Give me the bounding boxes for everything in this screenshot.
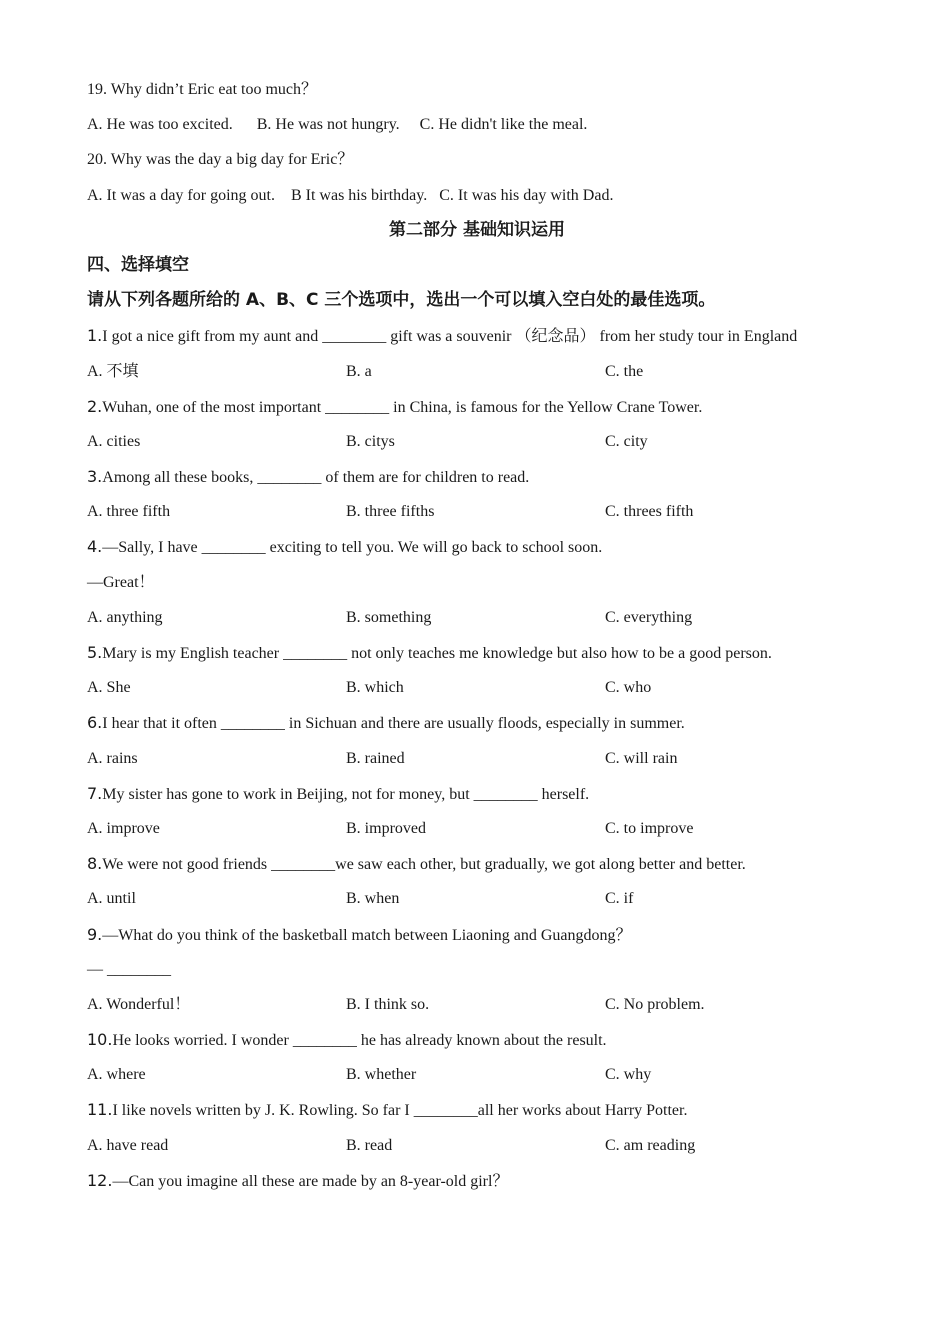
part-title: 第二部分 基础知识运用 (389, 219, 565, 240)
question-stem (87, 318, 867, 353)
question-stem (87, 776, 867, 811)
answer-options (87, 424, 867, 459)
question-list (87, 318, 867, 1198)
answer-option: B. which (346, 679, 404, 697)
answer-option: C. who (605, 679, 652, 697)
question-text: Among all these books, ________ of them are for children to read. (102, 469, 530, 487)
listening-q19: 19. Why didn’t Eric eat too much？ (87, 81, 318, 98)
listening-q19-options: A. He was too excited. B. He was not hungry. C. He didn't like the meal. (87, 116, 588, 134)
answer-options (87, 741, 867, 776)
answer-option: A. until (87, 890, 136, 908)
question-number: 5. (87, 643, 103, 662)
question-text: —Sally, I have ________ exciting to tell you. We will go back to school soon. (102, 539, 603, 557)
question-text: We were not good friends ________we saw each other, but gradually, we got along better and better. (102, 856, 746, 874)
answer-option: C. city (605, 432, 648, 450)
answer-option: C. everything (605, 608, 693, 626)
answer-option: A. have read (87, 1136, 169, 1154)
answer-option: B. rained (346, 749, 405, 767)
question-number: 7. (87, 783, 103, 803)
listening-q20-options: A. It was a day for going out. B It was his birthday. C. It was his day with Dad. (87, 186, 614, 204)
question-text: I like novels written by J. K. Rowling. So far I ________all her works about Harry Potter. (112, 1102, 688, 1120)
answer-option: C. am reading (605, 1136, 696, 1154)
question-number: 9. (87, 924, 103, 944)
question-stem (87, 1163, 867, 1198)
question-extra-line: —Great！ (87, 573, 155, 591)
question-stem (87, 635, 867, 670)
answer-option: B. when (346, 890, 400, 908)
question-stem (87, 705, 867, 740)
answer-option: C. to improve (605, 819, 694, 837)
question-stem (87, 529, 867, 564)
question-text: I got a nice gift from my aunt and ________ gift was a souvenir （纪念品） from her study tour in England (102, 328, 798, 346)
answer-options (87, 354, 867, 389)
section-title: 四、选择填空 (87, 254, 189, 275)
instruction: 请从下列各题所给的 A、B、C 三个选项中，选出一个可以填入空白处的最佳选项。 (87, 290, 716, 311)
question-number: 8. (87, 854, 103, 874)
question-text: I hear that it often ________ in Sichuan and there are usually floods, especially in summer. (102, 715, 685, 733)
question-number: 6. (87, 713, 103, 733)
question-stem (87, 1022, 867, 1057)
answer-option: A. anything (87, 608, 163, 626)
answer-option: C. why (605, 1066, 652, 1084)
question-text: My sister has gone to work in Beijing, not for money, but ________ herself. (102, 785, 590, 803)
answer-options (87, 1057, 867, 1092)
question-stem (87, 846, 867, 881)
answer-options (87, 600, 867, 635)
question-text: —What do you think of the basketball match between Liaoning and Guangdong？ (102, 926, 632, 944)
question-stem (87, 459, 867, 494)
question-stem (87, 1092, 867, 1127)
answer-option: A. improve (87, 819, 160, 837)
question-number: 3. (87, 467, 103, 487)
answer-option: C. No problem. (605, 995, 705, 1013)
answer-option: B. improved (346, 819, 426, 837)
exam-page (87, 72, 867, 1198)
answer-options (87, 811, 867, 846)
question-stem (87, 389, 867, 424)
answer-option: B. citys (346, 432, 395, 450)
answer-option: B. I think so. (346, 995, 430, 1013)
listening-q20: 20. Why was the day a big day for Eric？ (87, 151, 354, 169)
question-text: —Can you imagine all these are made by an 8-year-old girl？ (112, 1172, 509, 1190)
question-extra-line: — ________ (87, 960, 171, 978)
question-text: Mary is my English teacher ________ not only teaches me knowledge but also how to be a good person. (102, 645, 772, 662)
answer-options (87, 1128, 867, 1163)
answer-option: A. Wonderful！ (87, 995, 191, 1013)
answer-options (87, 881, 867, 916)
answer-option: A. where (87, 1066, 146, 1084)
answer-option: A. rains (87, 749, 138, 767)
question-number: 12. (87, 1170, 113, 1190)
question-number: 4. (87, 537, 103, 557)
answer-option: B. a (346, 362, 372, 380)
question-number: 2. (87, 396, 103, 416)
answer-options (87, 987, 867, 1022)
question-text: Wuhan, one of the most important ________ in China, is famous for the Yellow Crane Tower. (102, 398, 703, 416)
answer-option: A. She (87, 679, 131, 697)
answer-option: B. whether (346, 1066, 417, 1084)
question-number: 1. (87, 326, 103, 346)
answer-options (87, 670, 867, 705)
question-stem (87, 917, 867, 952)
question-number: 11. (87, 1100, 113, 1120)
answer-options (87, 494, 867, 529)
answer-option: B. three fifths (346, 503, 435, 521)
answer-option: A. 不填 (87, 362, 139, 380)
answer-option: C. the (605, 362, 644, 380)
answer-option: B. something (346, 608, 432, 626)
answer-option: C. will rain (605, 749, 678, 767)
answer-option: A. three fifth (87, 503, 171, 521)
question-number: 10. (87, 1030, 113, 1050)
answer-option: B. read (346, 1136, 393, 1154)
answer-option: C. threes fifth (605, 503, 694, 521)
answer-option: A. cities (87, 432, 141, 450)
answer-option: C. if (605, 890, 634, 908)
question-text: He looks worried. I wonder ________ he has already known about the result. (112, 1032, 607, 1050)
